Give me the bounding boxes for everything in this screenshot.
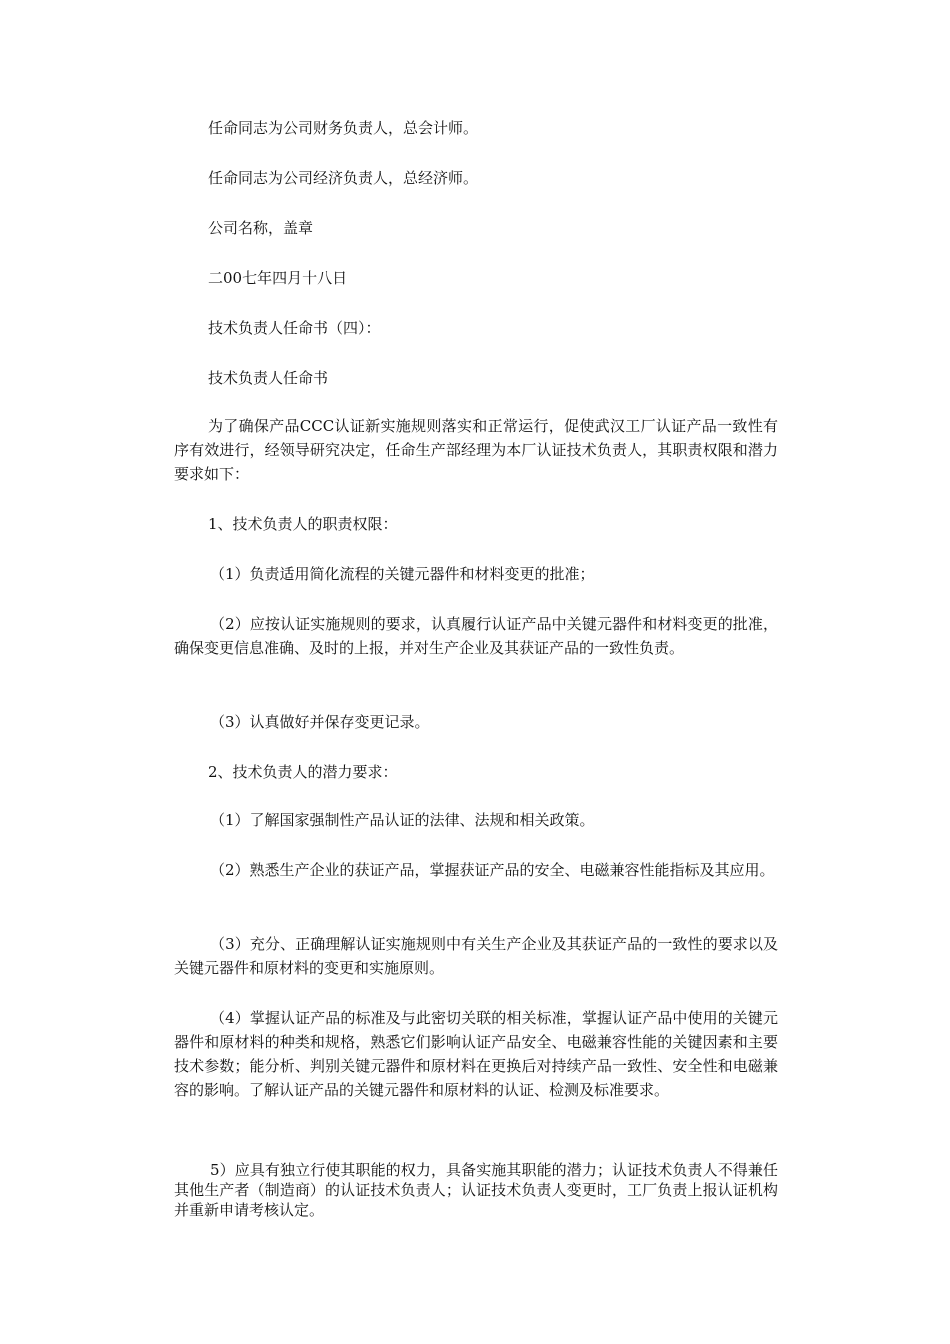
requirement-item-2: （2）熟悉生产企业的获证产品，掌握获证产品的安全、电磁兼容性能指标及其应用。 (210, 861, 775, 879)
requirement-item-4: （4）掌握认证产品的标准及与此密切关联的相关标准，掌握认证产品中使用的关键元器件和原材料的种类和规格，熟悉它们影响认证产品安全、电磁兼容性能的关键因素和主要技术参数；能分析、判别关键元器件和原材料在更换后对持续产品一致性、安全性和电磁兼容的影响。了解认证产品的关键元器件和原材料的认证、检测及标准要求。 (174, 1009, 778, 1099)
paragraph-date: 二00七年四月十八日 (208, 269, 348, 287)
requirement-item-1: （1）了解国家强制性产品认证的法律、法规和相关政策。 (210, 811, 595, 829)
paragraph-company-seal: 公司名称，盖章 (208, 219, 314, 237)
paragraph-intro: 为了确保产品CCC认证新实施规则落实和正常运行，促使武汉工厂认证产品一致性有序有效进行，经领导研究决定，任命生产部经理为本厂认证技术负责人，其职责权限和潜力要求如下： (174, 417, 778, 483)
section-heading-four: 技术负责人任命书（四）： (208, 319, 381, 337)
heading-duties: 1、技术负责人的职责权限： (208, 515, 398, 533)
duty-item-3: （3）认真做好并保存变更记录。 (210, 713, 430, 731)
paragraph-finance-appointment: 任命同志为公司财务负责人，总会计师。 (208, 119, 479, 137)
heading-requirements: 2、技术负责人的潜力要求： (208, 763, 398, 781)
paragraph-economy-appointment: 任命同志为公司经济负责人，总经济师。 (208, 169, 479, 187)
duty-item-2: （2）应按认证实施规则的要求，认真履行认证产品中关键元器件和材料变更的批准，确保变更信息准确、及时的上报，并对生产企业及其获证产品的一致性负责。 (174, 615, 778, 657)
requirement-item-3: （3）充分、正确理解认证实施规则中有关生产企业及其获证产品的一致性的要求以及关键元器件和原材料的变更和实施原则。 (174, 935, 778, 977)
duty-item-1: （1）负责适用简化流程的关键元器件和材料变更的批准； (210, 565, 595, 583)
requirement-item-5: 5）应具有独立行使其职能的权力，具备实施其职能的潜力；认证技术负责人不得兼任其他生产者（制造商）的认证技术负责人；认证技术负责人变更时，工厂负责上报认证机构并重新申请考核认定。 (174, 1161, 778, 1219)
document-title: 技术负责人任命书 (208, 369, 329, 387)
